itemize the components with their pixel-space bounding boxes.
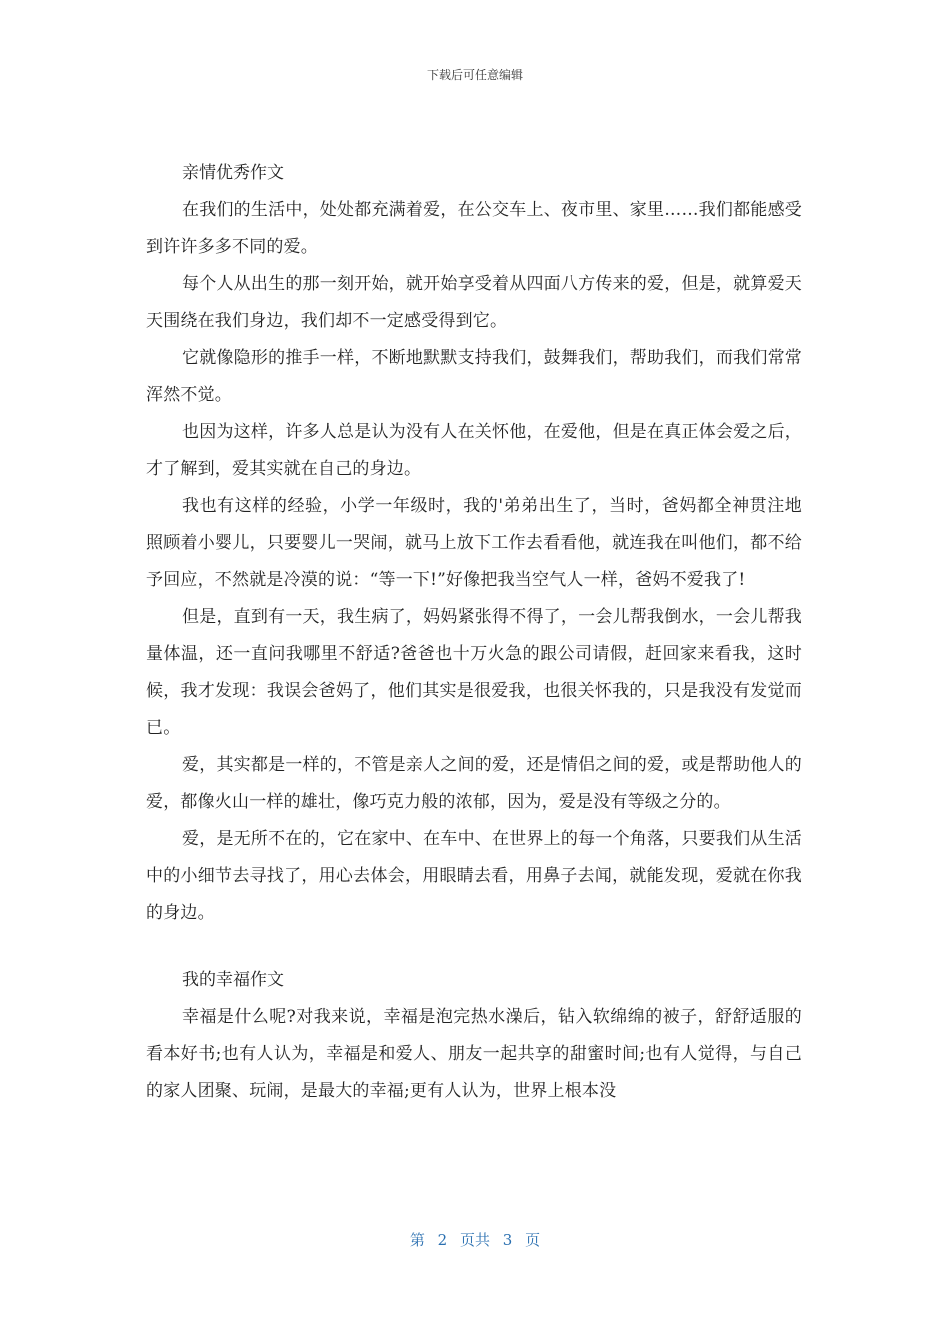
paragraph: 爱，是无所不在的，它在家中、在车中、在世界上的每一个角落，只要我们从生活中的小细节去寻找了，用心去体会，用眼睛去看，用鼻子去闻，就能发现，爱就在你我的身边。 — [146, 829, 802, 923]
page-suffix: 页 — [525, 1231, 541, 1249]
page-header: 下载后可任意编辑 — [426, 68, 523, 82]
total-label: 页共 — [459, 1231, 490, 1249]
essay-title: 亲情优秀作文 — [182, 163, 284, 183]
page-label: 第 — [409, 1231, 425, 1249]
paragraph: 但是，直到有一天，我生病了，妈妈紧张得不得了，一会儿帮我倒水，一会儿帮我量体温，还一直问我哪里不舒适?爸爸也十万火急的跟公司请假，赶回家来看我，这时候，我才发现：我误会爸妈了，他们其实是很爱我，也很关怀我的，只是我没有发觉而已。 — [146, 607, 802, 738]
essay-title: 我的幸福作文 — [182, 970, 284, 990]
page-footer — [0, 1229, 950, 1250]
paragraph: 在我们的生活中，处处都充满着爱，在公交车上、夜市里、家里……我们都能感受到许许多多不同的爱。 — [146, 200, 802, 257]
paragraph: 爱，其实都是一样的，不管是亲人之间的爱，还是情侣之间的爱，或是帮助他人的爱，都像火山一样的雄壮，像巧克力般的浓郁，因为，爱是没有等级之分的。 — [146, 755, 802, 812]
essay-section-family-love — [146, 155, 802, 932]
paragraph: 也因为这样，许多人总是认为没有人在关怀他，在爱他，但是在真正体会爱之后，才了解到，爱其实就在自己的身边。 — [146, 422, 802, 479]
paragraph: 每个人从出生的那一刻开始，就开始享受着从四面八方传来的爱，但是，就算爱天天围绕在我们身边，我们却不一定感受得到它。 — [146, 274, 802, 331]
document-body — [146, 155, 802, 1110]
paragraph: 我也有这样的经验，小学一年级时，我的'弟弟出生了，当时，爸妈都全神贯注地照顾着小婴儿，只要婴儿一哭闹，就马上放下工作去看看他，就连我在叫他们，都不给予回应，不然就是冷漠的说：“等一下!”好像把我当空气人一样，爸妈不爱我了! — [146, 496, 802, 590]
section-spacer — [146, 932, 802, 962]
current-page-number: 2 — [437, 1231, 448, 1249]
essay-section-happiness — [146, 962, 802, 1110]
paragraph: 它就像隐形的推手一样，不断地默默支持我们，鼓舞我们，帮助我们，而我们常常浑然不觉。 — [146, 348, 802, 405]
paragraph: 幸福是什么呢?对我来说，幸福是泡完热水澡后，钻入软绵绵的被子，舒舒适服的看本好书;也有人认为，幸福是和爱人、朋友一起共享的甜蜜时间;也有人觉得，与自己的家人团聚、玩闹，是最大的幸福;更有人认为，世界上根本没 — [146, 1007, 802, 1101]
total-page-number: 3 — [502, 1231, 513, 1249]
